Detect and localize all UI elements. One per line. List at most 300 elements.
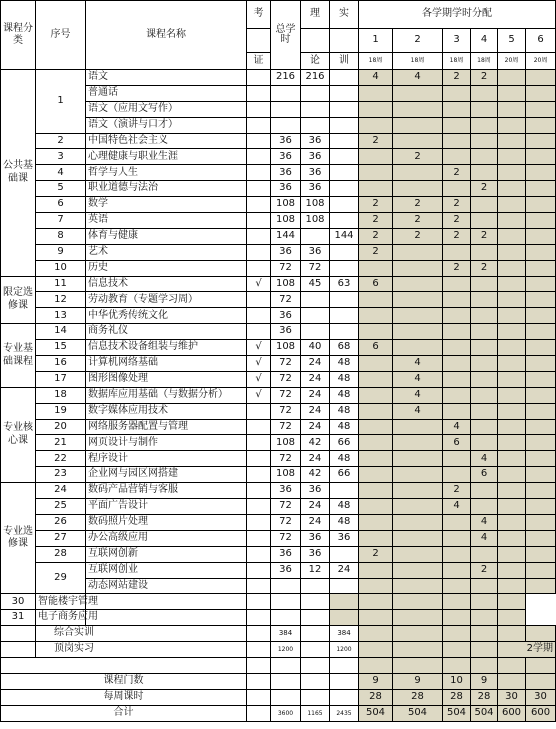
training-row: [1, 626, 556, 642]
semester-3-hours: 2: [443, 197, 471, 213]
semester-4-hours: [471, 387, 498, 403]
course-name: 历史: [86, 260, 247, 276]
internship-practice: 1200: [330, 642, 359, 658]
semester-1-hours: [359, 371, 393, 387]
blank-cell: [271, 658, 301, 674]
semester-1-hours: [359, 165, 393, 181]
practice-hours: [330, 213, 359, 229]
course-name: 普通话: [86, 85, 247, 101]
semester-2-hours: [393, 546, 443, 562]
course-name: 企业网与园区网搭建: [86, 467, 247, 483]
semester-1-hours: [359, 85, 393, 101]
header-theory-top: 理: [301, 1, 330, 29]
row-seq: 1: [36, 70, 86, 134]
row-seq: 11: [36, 276, 86, 292]
course-count-5: [498, 674, 526, 690]
header-semester-2: 2: [393, 29, 443, 53]
semester-3-hours: [443, 403, 471, 419]
theory-hours: 36: [301, 181, 330, 197]
semester-3-hours: 6: [443, 435, 471, 451]
semester-2-hours: [393, 451, 443, 467]
semester-3-hours: [443, 530, 471, 546]
course-name: 数据库应用基础（与数据分析）: [86, 387, 247, 403]
course-row: [1, 228, 556, 244]
total-sem-6: 600: [526, 706, 556, 722]
exam-mark: √: [247, 340, 271, 356]
semester-5-hours: [498, 213, 526, 229]
semester-6-hours: [526, 133, 556, 149]
row-seq: 3: [36, 149, 86, 165]
practice-hours: [330, 546, 359, 562]
exam-mark: [247, 530, 271, 546]
total-hours: 36: [271, 324, 301, 340]
semester-6-hours: [526, 435, 556, 451]
header-semester-3: 3: [443, 29, 471, 53]
theory-hours: 40: [301, 340, 330, 356]
semester-4-hours: [471, 578, 498, 594]
total-theory: 1165: [301, 706, 330, 722]
theory-hours: 108: [301, 213, 330, 229]
course-name: 艺术: [86, 244, 247, 260]
semester-6-hours: [498, 594, 526, 610]
semester-1-hours: 2: [359, 244, 393, 260]
header-semester-4: 4: [471, 29, 498, 53]
category-label: 专业选修课: [1, 483, 36, 594]
semester-2-hours: [393, 165, 443, 181]
blank-cell: [1, 642, 36, 658]
semester-1-hours: [359, 467, 393, 483]
theory-hours: [301, 292, 330, 308]
blank-cell: [393, 626, 443, 642]
course-name: 商务礼仪: [86, 324, 247, 340]
blank-cell: [393, 658, 443, 674]
header-practice-top: 实: [330, 1, 359, 29]
total-hours: 36: [271, 181, 301, 197]
semester-3-hours: [443, 387, 471, 403]
blank-cell: [1, 658, 247, 674]
course-count-6: [526, 674, 556, 690]
semester-5-hours: [498, 133, 526, 149]
semester-1-hours: [359, 117, 393, 133]
theory-hours: [271, 610, 301, 626]
course-row: [1, 165, 556, 181]
row-seq: 18: [36, 387, 86, 403]
blank-cell: [526, 626, 556, 642]
category-label: 专业基础课程: [1, 324, 36, 388]
course-name: 数学: [86, 197, 247, 213]
exam-mark: [86, 610, 247, 626]
row-seq: 7: [36, 213, 86, 229]
blank-cell: [471, 658, 498, 674]
semester-4-hours: [471, 324, 498, 340]
semester-3-hours: [443, 340, 471, 356]
header-practice-gap: [330, 29, 359, 53]
blank-cell: [247, 706, 271, 722]
semester-4-hours: [443, 594, 471, 610]
practice-hours: 48: [330, 499, 359, 515]
semester-3-hours: [393, 594, 443, 610]
theory-hours: 45: [301, 276, 330, 292]
row-seq: 21: [36, 435, 86, 451]
course-count-1: 9: [359, 674, 393, 690]
practice-hours: 48: [330, 514, 359, 530]
total-sem-1: 504: [359, 706, 393, 722]
exam-mark: [247, 403, 271, 419]
semester-3-hours: 2: [443, 213, 471, 229]
practice-hours: [330, 324, 359, 340]
exam-mark: [247, 101, 271, 117]
blank-cell: [301, 626, 330, 642]
practice-hours: [330, 260, 359, 276]
total-label: 合计: [1, 706, 247, 722]
exam-mark: [247, 181, 271, 197]
semester-2-hours: 4: [393, 371, 443, 387]
total-hours: 108: [271, 276, 301, 292]
course-row: [1, 181, 556, 197]
exam-mark: [247, 419, 271, 435]
course-name: 中华优秀传统文化: [86, 308, 247, 324]
semester-1-hours: 2: [359, 546, 393, 562]
semester-2-hours: [393, 467, 443, 483]
semester-5-hours: [498, 499, 526, 515]
semester-6-hours: [526, 530, 556, 546]
semester-6-hours: [526, 213, 556, 229]
semester-2-hours: 4: [393, 70, 443, 86]
course-name: 计算机网络基础: [86, 356, 247, 372]
semester-4-hours: [471, 117, 498, 133]
theory-hours: 24: [301, 499, 330, 515]
semester-2-hours: [393, 101, 443, 117]
semester-5-hours: [498, 451, 526, 467]
practice-hours: [330, 244, 359, 260]
semester-3-hours: [443, 514, 471, 530]
semester-6-hours: [526, 276, 556, 292]
row-seq: 5: [36, 181, 86, 197]
semester-1-hours: [359, 530, 393, 546]
exam-mark: [247, 117, 271, 133]
row-seq: 24: [36, 483, 86, 499]
course-name: 互联网创业: [86, 562, 247, 578]
weekly-hours-label: 每周课时: [1, 690, 247, 706]
course-row: [1, 308, 556, 324]
course-count-2: 9: [393, 674, 443, 690]
semester-1-hours: [359, 324, 393, 340]
semester-3-hours: [443, 371, 471, 387]
semester-6-hours: [526, 85, 556, 101]
row-seq: 28: [36, 546, 86, 562]
theory-hours: 24: [301, 356, 330, 372]
practice-hours: 63: [330, 276, 359, 292]
total-hours: [271, 578, 301, 594]
course-rows: [1, 70, 556, 626]
course-count-label: 课程门数: [1, 674, 247, 690]
semester-3-hours: [443, 244, 471, 260]
course-count-3: 10: [443, 674, 471, 690]
semester-3-hours: 2: [443, 70, 471, 86]
semester-6-hours: [526, 340, 556, 356]
course-row: [1, 260, 556, 276]
semester-5-hours: [498, 483, 526, 499]
exam-mark: [86, 594, 247, 610]
blank-cell: [247, 674, 271, 690]
theory-hours: [301, 578, 330, 594]
semester-3-hours: [443, 276, 471, 292]
blank-cell: [247, 658, 271, 674]
exam-mark: [247, 197, 271, 213]
semester-4-hours: [471, 133, 498, 149]
semester-2-hours: [393, 181, 443, 197]
semester-5-hours: [498, 371, 526, 387]
semester-6-hours: [526, 260, 556, 276]
blank-cell: [301, 690, 330, 706]
practice-hours: 66: [330, 467, 359, 483]
header-seq: 序号: [36, 1, 86, 70]
semester-6-hours: [526, 371, 556, 387]
exam-mark: [247, 70, 271, 86]
semester-1-hours: [359, 578, 393, 594]
header-weeks-3: 18周: [443, 53, 471, 70]
exam-mark: [247, 578, 271, 594]
semester-2-hours: 4: [393, 403, 443, 419]
semester-2-hours: [359, 594, 393, 610]
header-course-name: 课程名称: [86, 1, 247, 70]
semester-5-hours: [498, 70, 526, 86]
course-name: 劳动教育（专题学习周）: [86, 292, 247, 308]
category-label: 公共基础课: [1, 70, 36, 277]
course-row: [1, 594, 556, 610]
internship-row: [1, 642, 556, 658]
total-hours: 72: [271, 530, 301, 546]
semester-5-hours: [498, 276, 526, 292]
exam-mark: [247, 228, 271, 244]
semester-4-hours: [471, 101, 498, 117]
semester-4-hours: [471, 292, 498, 308]
semester-6-hours: [526, 292, 556, 308]
semester-5-hours: [498, 197, 526, 213]
semester-6-hours: [526, 403, 556, 419]
blank-cell: [247, 642, 271, 658]
exam-mark: [247, 292, 271, 308]
course-count-row: [1, 674, 556, 690]
blank-cell: [330, 690, 359, 706]
header-semester-6: 6: [526, 29, 556, 53]
course-name: 数码照片处理: [86, 514, 247, 530]
theory-hours: 216: [301, 70, 330, 86]
header-category: [1, 1, 36, 70]
semester-6-hours: [526, 483, 556, 499]
course-name: 办公高级应用: [86, 530, 247, 546]
course-row: [1, 483, 556, 499]
course-row: [1, 514, 556, 530]
semester-2-hours: [393, 260, 443, 276]
semester-6-hours: [526, 499, 556, 515]
semester-6-hours: [526, 117, 556, 133]
blank-cell: [271, 674, 301, 690]
exam-mark: [247, 451, 271, 467]
semester-5-hours: [498, 419, 526, 435]
theory-hours: [271, 594, 301, 610]
exam-mark: [247, 483, 271, 499]
exam-mark: √: [247, 371, 271, 387]
semester-3-hours: [393, 610, 443, 626]
semester-4-hours: [471, 244, 498, 260]
exam-mark: [247, 213, 271, 229]
practice-hours: 144: [330, 228, 359, 244]
blank-cell: [443, 642, 471, 658]
semester-2-hours: 2: [393, 213, 443, 229]
summary-rows: [1, 626, 556, 722]
header-weeks-2: 18周: [393, 53, 443, 70]
semester-5-hours: [498, 181, 526, 197]
semester-3-hours: [443, 308, 471, 324]
semester-2-hours: 2: [393, 228, 443, 244]
semester-6-hours: [526, 324, 556, 340]
theory-hours: 24: [301, 451, 330, 467]
semester-6-hours: [526, 228, 556, 244]
semester-1-hours: 6: [359, 276, 393, 292]
total-hours: 36: [271, 165, 301, 181]
theory-hours: 24: [301, 514, 330, 530]
semester-1-hours: [359, 451, 393, 467]
course-row: [1, 387, 556, 403]
semester-4-hours: [471, 499, 498, 515]
semester-6-hours: [526, 387, 556, 403]
semester-6-hours: [526, 562, 556, 578]
blank-cell: [359, 658, 393, 674]
semester-3-hours: [443, 467, 471, 483]
row-seq: 31: [1, 610, 36, 626]
training-label: 综合实训: [36, 626, 247, 642]
practice-hours: [330, 197, 359, 213]
semester-2-hours: [393, 419, 443, 435]
practice-hours: 24: [330, 562, 359, 578]
semester-1-hours: [359, 435, 393, 451]
semester-4-hours: 4: [471, 451, 498, 467]
total-hours: 72: [271, 356, 301, 372]
header-exam-top: 考: [247, 1, 271, 29]
internship-period: 2学期: [498, 642, 556, 658]
theory-hours: [301, 101, 330, 117]
semester-6-hours: [526, 578, 556, 594]
semester-3-hours: [443, 101, 471, 117]
course-name: 智能楼宇管理: [36, 594, 86, 610]
course-name: 程序设计: [86, 451, 247, 467]
exam-mark: [247, 260, 271, 276]
total-sem-5: 600: [498, 706, 526, 722]
row-seq: 29: [36, 562, 86, 594]
semester-1-hours: 2: [359, 213, 393, 229]
semester-4-hours: 4: [471, 514, 498, 530]
semester-1-hours: [359, 419, 393, 435]
semester-1-hours: [359, 403, 393, 419]
practice-hours: 48: [330, 371, 359, 387]
theory-hours: [301, 308, 330, 324]
semester-3-hours: [443, 546, 471, 562]
semester-5-hours: [498, 467, 526, 483]
blank-cell: [247, 626, 271, 642]
semester-4-hours: 4: [471, 530, 498, 546]
total-practice: 2435: [330, 706, 359, 722]
theory-hours: 36: [301, 165, 330, 181]
blank-cell: [1, 626, 36, 642]
blank-cell: [301, 642, 330, 658]
course-row: [1, 546, 556, 562]
total-hours: 72: [271, 451, 301, 467]
exam-mark: √: [247, 387, 271, 403]
total-hours: 72: [271, 403, 301, 419]
semester-2-hours: [393, 499, 443, 515]
semester-6-hours: [526, 149, 556, 165]
semester-1-hours: 6: [359, 340, 393, 356]
header-weeks-6: 20周: [526, 53, 556, 70]
practice-hours: 48: [330, 356, 359, 372]
practice-hours: [330, 181, 359, 197]
total-hours: 36: [271, 244, 301, 260]
blank-cell: [498, 626, 526, 642]
semester-5-hours: [498, 403, 526, 419]
exam-mark: [247, 133, 271, 149]
course-row: [1, 499, 556, 515]
weekly-hours-2: 28: [393, 690, 443, 706]
blank-cell: [271, 690, 301, 706]
semester-4-hours: 2: [471, 70, 498, 86]
blank-cell: [471, 642, 498, 658]
course-row: [1, 149, 556, 165]
total-sem-2: 504: [393, 706, 443, 722]
weekly-hours-3: 28: [443, 690, 471, 706]
semester-6-hours: [526, 419, 556, 435]
theory-hours: 42: [301, 435, 330, 451]
semester-2-hours: [393, 292, 443, 308]
row-seq: 14: [36, 324, 86, 340]
internship-total: 1200: [271, 642, 301, 658]
row-seq: 12: [36, 292, 86, 308]
spacer-row: [1, 658, 556, 674]
blank-cell: [498, 658, 526, 674]
course-row: [1, 371, 556, 387]
practice-hours: [330, 149, 359, 165]
course-name: 体育与健康: [86, 228, 247, 244]
semester-3-hours: [443, 85, 471, 101]
internship-label: 顶岗实习: [36, 642, 247, 658]
semester-6-hours: [526, 514, 556, 530]
theory-hours: 42: [301, 467, 330, 483]
semester-4-hours: 6: [471, 467, 498, 483]
exam-mark: [247, 165, 271, 181]
semester-2-hours: 2: [393, 197, 443, 213]
semester-4-hours: [471, 356, 498, 372]
course-row: [1, 133, 556, 149]
semester-5-hours: [498, 530, 526, 546]
semester-3-hours: [443, 292, 471, 308]
semester-4-hours: [471, 213, 498, 229]
practice-hours: 48: [330, 403, 359, 419]
semester-3-hours: [443, 562, 471, 578]
semester-5-hours: [498, 101, 526, 117]
semester-6-hours: [526, 70, 556, 86]
course-row: [1, 340, 556, 356]
semester-2-hours: [393, 117, 443, 133]
course-row: [1, 610, 556, 626]
total-hours: 72: [271, 260, 301, 276]
semester-4-hours: [471, 276, 498, 292]
semester-4-hours: [471, 165, 498, 181]
semester-5-hours: [498, 244, 526, 260]
semester-2-hours: [393, 578, 443, 594]
total-hours: 36: [271, 133, 301, 149]
theory-hours: 72: [301, 260, 330, 276]
total-hours: 36: [271, 546, 301, 562]
